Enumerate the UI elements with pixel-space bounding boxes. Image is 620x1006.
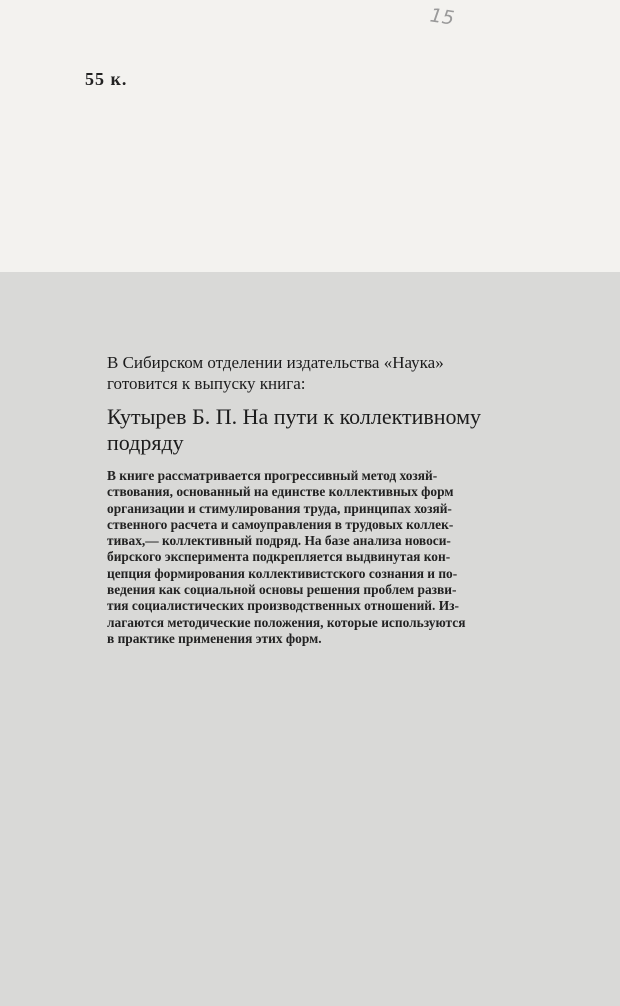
description-line: тивах,— коллективный подряд. На базе анализа новоси- <box>107 533 451 549</box>
description-line: ведения как социальной основы решения проблем разви- <box>107 582 457 598</box>
pencil-mark: 15 <box>428 4 456 30</box>
description-line: В книге рассматривается прогрессивный метод хозяй- <box>107 468 438 483</box>
description-line: лагаются методические положения, которые используются <box>107 614 466 630</box>
description-line: организации и стимулирования труда, принципах хозяй- <box>107 500 452 516</box>
description-line: ственного расчета и самоуправления в трудовых коллек- <box>107 516 454 532</box>
book-title <box>107 404 537 456</box>
description-line: в практике применения этих форм. <box>107 630 322 646</box>
description-line: ствования, основанный на единстве коллективных форм <box>107 484 454 500</box>
description-line: бирского эксперимента подкрепляется выдвинутая кон- <box>107 549 451 565</box>
announcement-text <box>107 352 537 394</box>
description-line: цепция формирования коллективистского сознания и по- <box>107 565 458 581</box>
cover-top-area <box>0 0 620 272</box>
description-line: тия социалистических производственных отношений. Из- <box>107 598 459 614</box>
book-title-line: Кутырев Б. П. На пути к коллективному <box>107 404 482 429</box>
announcement-line: готовится к выпуску книга: <box>107 374 306 393</box>
announcement-line: В Сибирском отделении издательства «Наука» <box>107 353 444 372</box>
announcement-block <box>107 352 537 647</box>
book-title-line: подряду <box>107 430 184 455</box>
book-description <box>107 468 537 647</box>
price-label: 55 к. <box>85 69 128 89</box>
